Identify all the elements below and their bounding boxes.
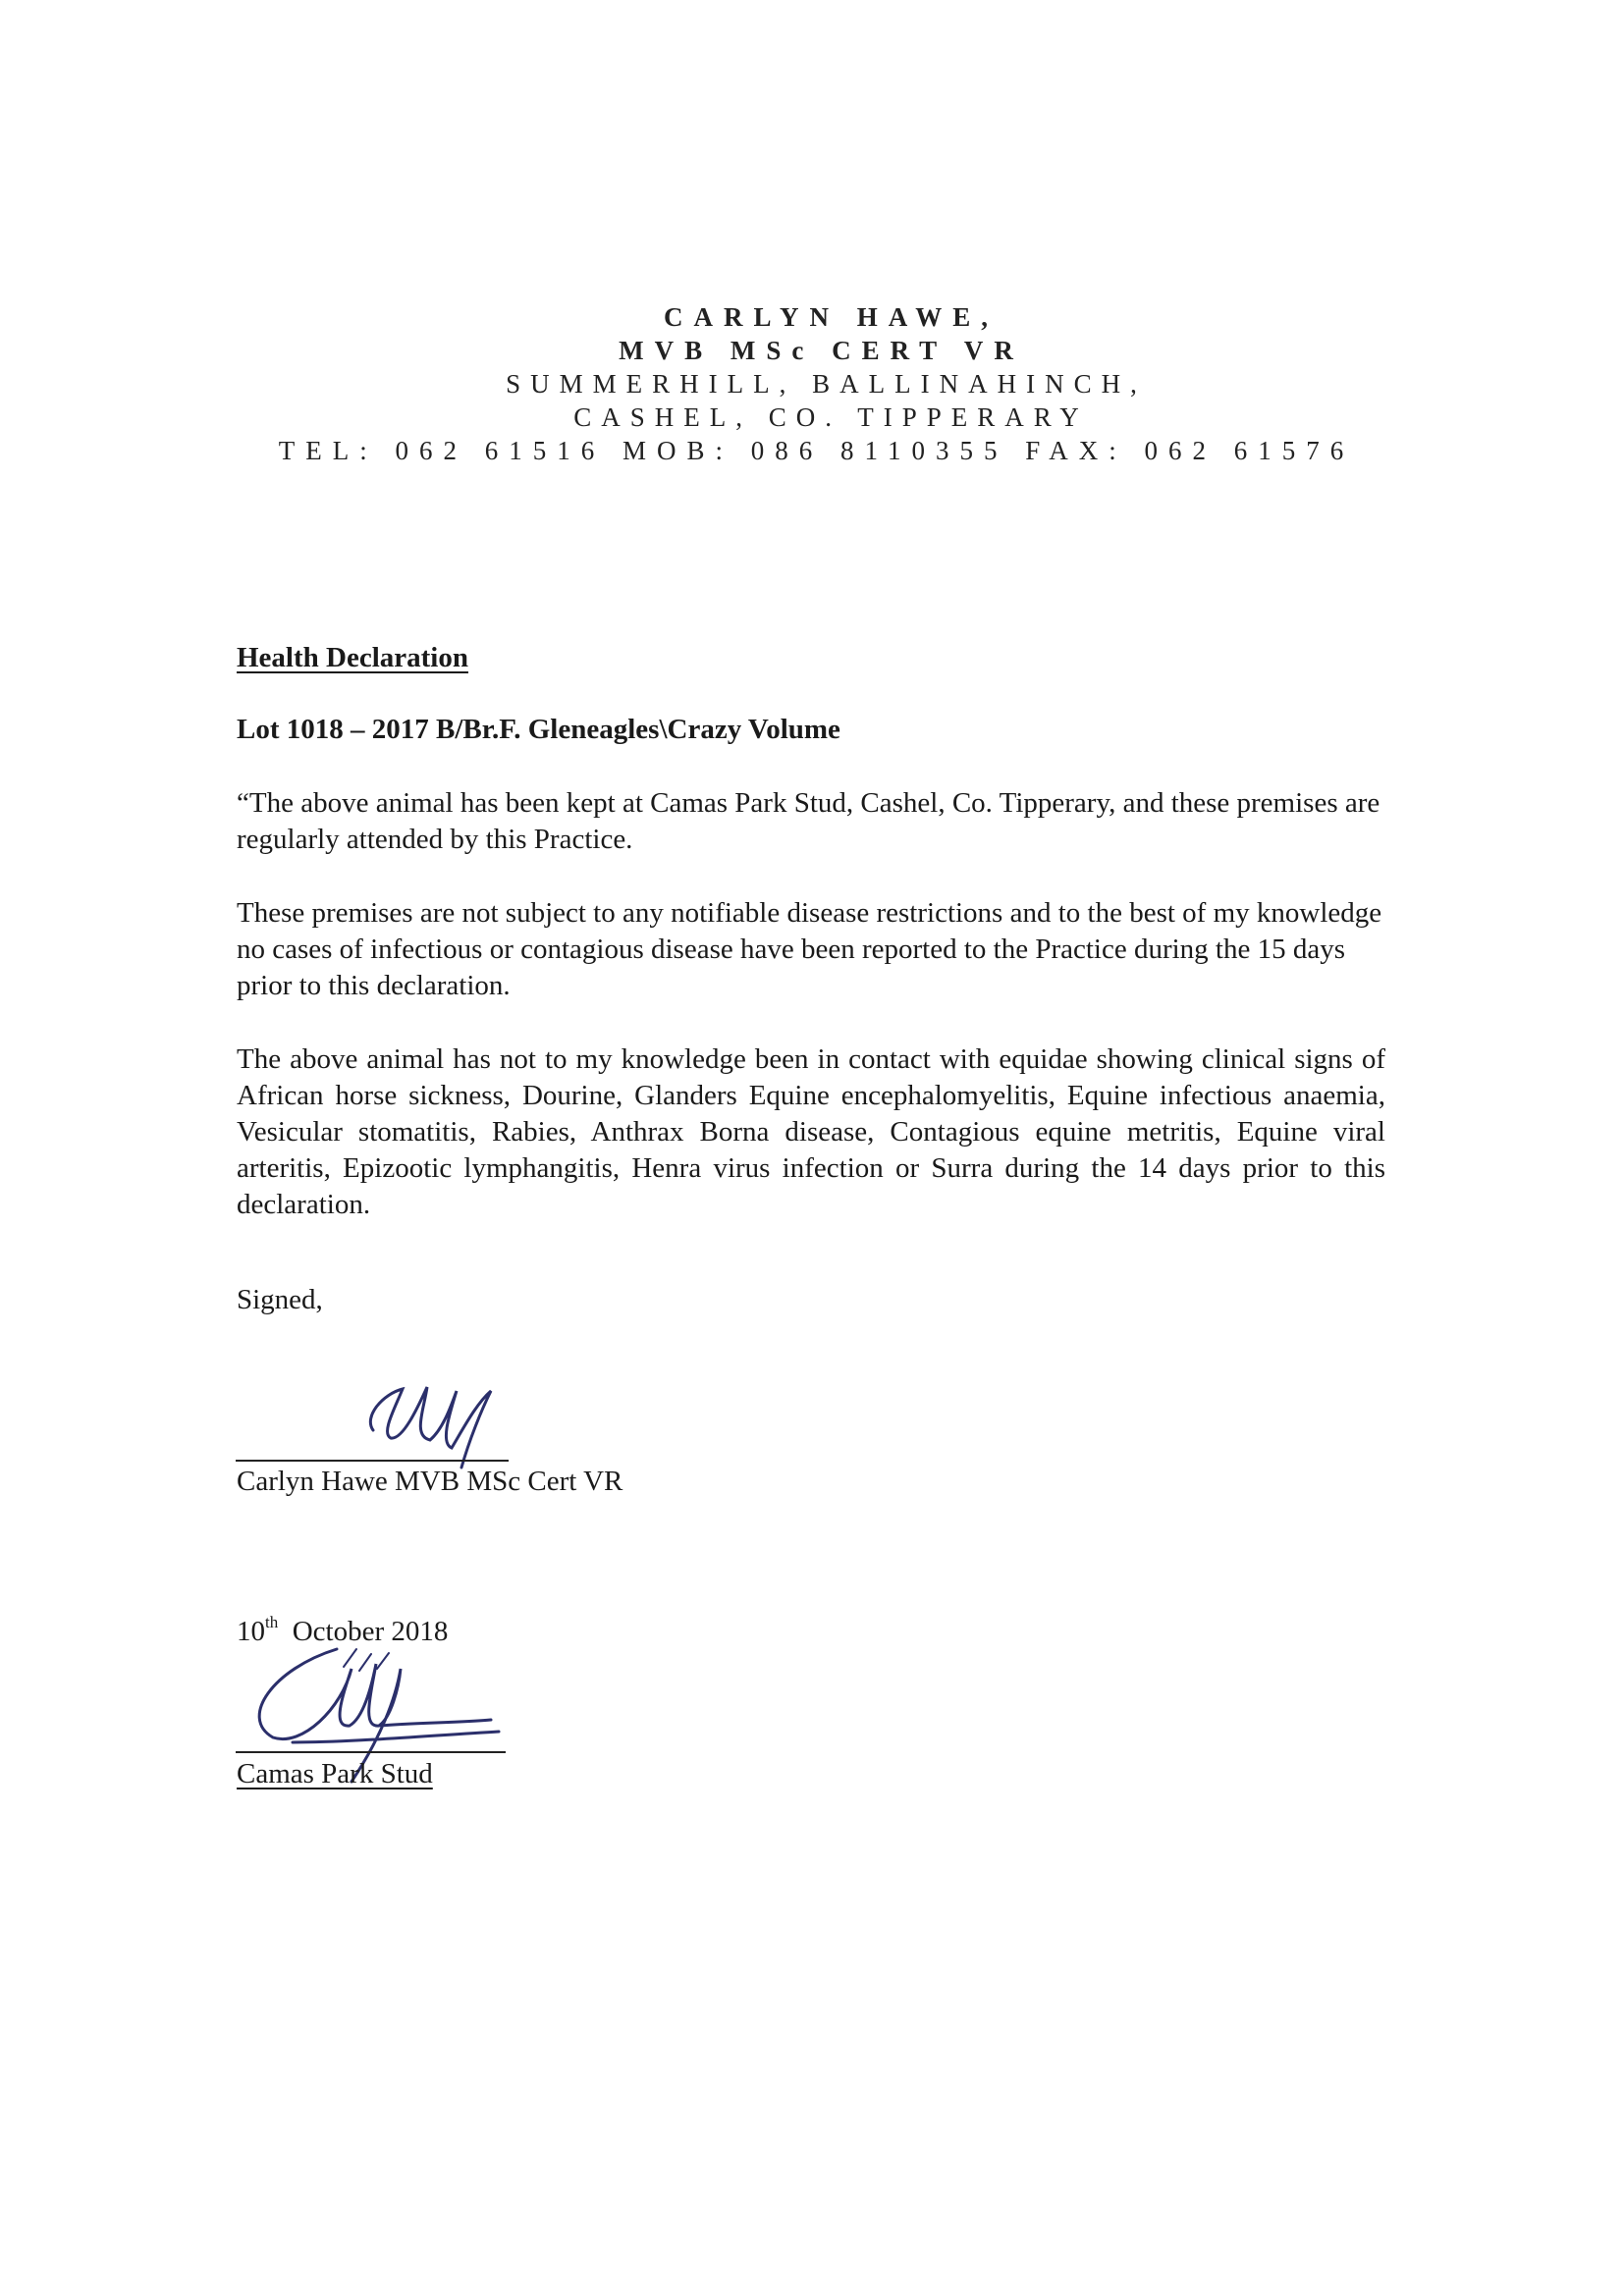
letterhead [0,300,1623,467]
letterhead-address-line2: CASHEL, CO. TIPPERARY [573,402,1089,432]
letterhead-contact: TEL: 062 61516 MOB: 086 8110355 FAX: 062 61576 [278,436,1355,465]
letterhead-address-line1: SUMMERHILL, BALLINAHINCH, [506,369,1147,399]
counter-signatory-name: Camas Park Stud [237,1758,433,1789]
vet-signature-line [236,1460,509,1462]
paragraph-premises: “The above animal has been kept at Camas Park Stud, Cashel, Co. Tipperary, and these premises are regularly attended by this Practice. [237,787,1380,855]
letterhead-qualifications: MVB MSc CERT VR [619,336,1024,365]
lot-title: Lot 1018 – 2017 B/Br.F. Gleneagles\Crazy Volume [237,714,840,745]
signatory-name: Carlyn Hawe MVB MSc Cert VR [237,1466,623,1497]
document-body [237,640,1385,1318]
document-heading: Health Declaration [237,642,468,673]
paragraph-contact-diseases: The above animal has not to my knowledge been in contact with equidae showing clinical signs of African horse sickness, Dourine, Glanders Equine encephalomyelitis, Equine infectious anaemia, Vesicular stomatitis, Rabies, Anthrax Borna disease, Contagious equine metritis, Equine viral arteritis, Epizootic lymphangitis, Henra virus infection or Surra during the 14 days prior to this declaration. [237,1043,1385,1220]
stud-signature-line [236,1751,506,1753]
date-month-year: October 2018 [292,1616,449,1647]
signed-label: Signed, [237,1284,323,1315]
paragraph-restrictions: These premises are not subject to any notifiable disease restrictions and to the best of my knowledge no cases of infectious or contagious disease have been reported to the Practice during the 15 days prior to this declaration. [237,897,1382,1001]
letterhead-name: CARLYN HAWE, [663,302,1000,332]
date-day: 10 [237,1616,265,1647]
date-suffix: th [265,1613,279,1631]
